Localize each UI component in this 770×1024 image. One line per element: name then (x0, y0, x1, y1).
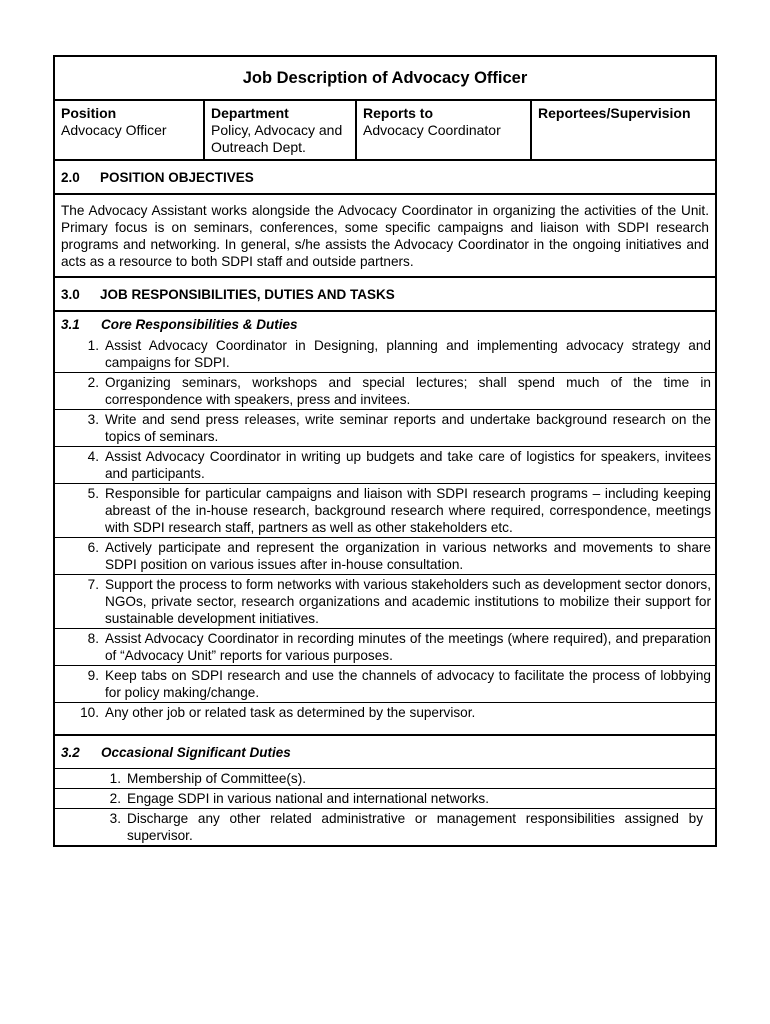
job-description-document (53, 55, 717, 847)
list-item-text: Assist Advocacy Coordinator in recording minutes of the meetings (where required), and preparation of “Advocacy Unit” reports for various purposes. (105, 631, 711, 663)
list-item (55, 484, 715, 538)
list-item-number: 6. (87, 540, 99, 555)
document-title: Job Description of Advocacy Officer (55, 57, 715, 101)
list-item (55, 789, 715, 809)
list-item (55, 629, 715, 666)
occasional-duties-title: Occasional Significant Duties (101, 744, 291, 760)
objectives-text: The Advocacy Assistant works alongside the Advocacy Coordinator in organizing the activities of the Unit. Primary focus is on seminars, conferences, some specific campaigns and liaison with SDPI research programs and networking. In general, s/he assists the Advocacy Coordinator in the ongoing initiatives and acts as a resource to both SDPI staff and outside partners. (55, 195, 715, 278)
list-item-number: 1. (109, 771, 121, 786)
reportees-label: Reportees/Supervision (538, 105, 691, 121)
list-item-number: 7. (87, 577, 99, 592)
list-item-text: Write and send press releases, write seminar reports and undertake background research on the topics of seminars. (105, 412, 711, 444)
list-item-number: 3. (109, 811, 121, 826)
list-item-text: Any other job or related task as determined by the supervisor. (105, 705, 476, 720)
list-item-text: Responsible for particular campaigns and liaison with SDPI research programs – including keeping abreast of the in-house research, background research where required, correspondence, meetings with SDPI research staff, partners as well as other stakeholders etc. (105, 486, 711, 535)
reports-to-value: Advocacy Coordinator (363, 122, 501, 138)
responsibilities-number: 3.0 (61, 286, 80, 302)
list-item (55, 373, 715, 410)
list-item-number: 2. (109, 791, 121, 806)
list-item-number: 4. (87, 449, 99, 464)
core-duties-number: 3.1 (61, 316, 80, 332)
list-item-number: 3. (87, 412, 99, 427)
list-item (55, 336, 715, 373)
position-label: Position (61, 105, 117, 121)
objectives-heading (55, 161, 715, 195)
list-item-text: Organizing seminars, workshops and special lectures; shall spend much of the time in correspondence with speakers, press and invitees. (105, 375, 711, 407)
position-cell (55, 101, 203, 159)
list-item-number: 9. (87, 668, 99, 683)
list-item (55, 666, 715, 703)
list-item-text: Engage SDPI in various national and international networks. (127, 791, 489, 806)
list-item-text: Discharge any other related administrative or management responsibilities assigned by supervisor. (127, 811, 703, 843)
list-item (55, 538, 715, 575)
list-item (55, 703, 715, 734)
core-duties-title: Core Responsibilities & Duties (101, 316, 298, 332)
core-duties-heading (55, 312, 715, 336)
list-item (55, 809, 715, 845)
list-item-text: Actively participate and represent the organization in various networks and movements to share SDPI position on various issues after in-house consultation. (105, 540, 711, 572)
list-item-number: 1. (87, 338, 99, 353)
list-item-text: Membership of Committee(s). (127, 771, 307, 786)
responsibilities-heading (55, 278, 715, 312)
department-label: Department (211, 105, 289, 121)
responsibilities-title: JOB RESPONSIBILITIES, DUTIES AND TASKS (100, 286, 395, 302)
occasional-duties-number: 3.2 (61, 744, 80, 760)
core-duties-list (55, 336, 715, 734)
list-item (55, 410, 715, 447)
list-item-text: Support the process to form networks with various stakeholders such as development sector donors, NGOs, private sector, research organizations and academic institutions to mobilize their support for sustainable development initiatives. (105, 577, 711, 626)
list-item-text: Keep tabs on SDPI research and use the channels of advocacy to facilitate the process of lobbying for policy making/change. (105, 668, 711, 700)
list-item (55, 769, 715, 789)
occasional-duties-heading (55, 736, 715, 769)
list-item-number: 5. (87, 486, 99, 501)
reports-to-cell (355, 101, 530, 159)
department-value: Policy, Advocacy and Outreach Dept. (211, 122, 343, 155)
occasional-duties-list (55, 769, 715, 845)
position-value: Advocacy Officer (61, 122, 167, 138)
department-cell (203, 101, 355, 159)
objectives-title: POSITION OBJECTIVES (100, 169, 254, 185)
list-item (55, 575, 715, 629)
reports-to-label: Reports to (363, 105, 433, 121)
reportees-cell (530, 101, 715, 159)
list-item-text: Assist Advocacy Coordinator in Designing, planning and implementing advocacy strategy and campaigns for SDPI. (105, 338, 711, 370)
list-item-text: Assist Advocacy Coordinator in writing up budgets and take care of logistics for speakers, invitees and participants. (105, 449, 711, 481)
objectives-number: 2.0 (61, 169, 80, 185)
list-item-number: 8. (87, 631, 99, 646)
list-item-number: 2. (87, 375, 99, 390)
list-item (55, 447, 715, 484)
list-item-number: 10. (80, 705, 99, 720)
header-table (55, 101, 715, 161)
